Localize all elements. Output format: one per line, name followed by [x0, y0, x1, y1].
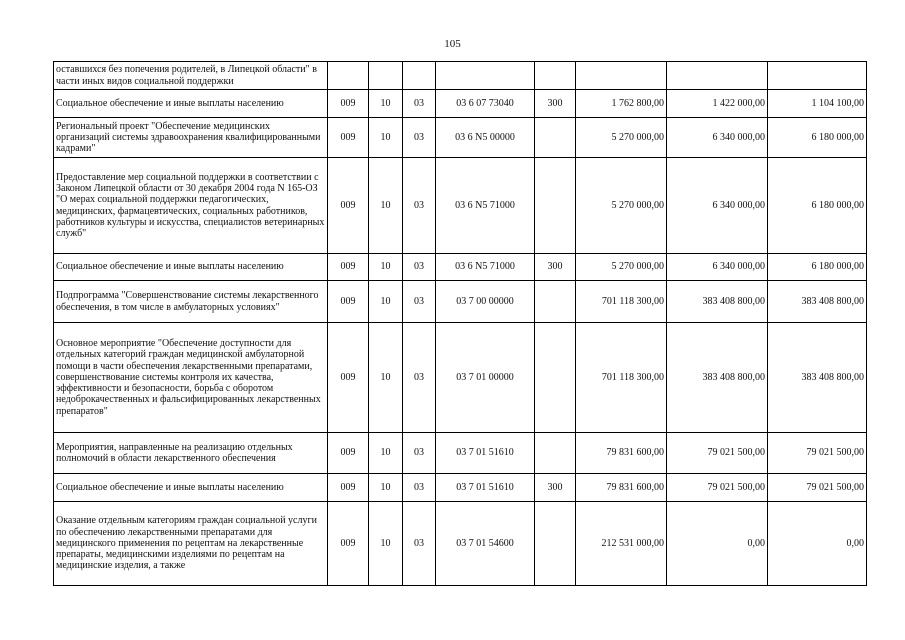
amount-year-1: 1 762 800,00 [576, 90, 667, 118]
table-row [54, 118, 867, 158]
ministry-code: 009 [328, 254, 369, 281]
expense-type-code [535, 118, 576, 158]
row-name: Социальное обеспечение и иные выплаты населению [54, 474, 328, 502]
subsection-code: 03 [403, 474, 436, 502]
expense-type-code: 300 [535, 474, 576, 502]
amount-year-1: 79 831 600,00 [576, 433, 667, 474]
page-number: 105 [444, 38, 461, 50]
amount-year-1: 79 831 600,00 [576, 474, 667, 502]
subsection-code: 03 [403, 90, 436, 118]
amount-year-2: 383 408 800,00 [667, 323, 768, 433]
amount-year-3: 383 408 800,00 [768, 281, 867, 323]
expense-type-code [535, 62, 576, 90]
subsection-code: 03 [403, 323, 436, 433]
target-article-code: 03 7 00 00000 [436, 281, 535, 323]
subsection-code: 03 [403, 254, 436, 281]
table-row [54, 433, 867, 474]
amount-year-3: 1 104 100,00 [768, 90, 867, 118]
row-name: Основное мероприятие "Обеспечение доступности для отдельных категорий граждан медицинской амбулаторной помощи в части обеспечения лекарственными препаратами, совершенствование системы контроля их качества, эффективности и безопасности, борьба с оборотом недоброкачественных и фальсифицированных лекарственных препаратов" [54, 323, 328, 433]
amount-year-2 [667, 62, 768, 90]
section-code: 10 [369, 118, 403, 158]
amount-year-3: 6 180 000,00 [768, 118, 867, 158]
target-article-code: 03 6 N5 71000 [436, 254, 535, 281]
row-name: Предоставление мер социальной поддержки в соответствии с Законом Липецкой области от 30 декабря 2004 года N 165-ОЗ "О мерах социальной поддержки педагогических, медицинских, фармацевтических, социальных работников, работников культуры и искусства, специалистов ветеринарных служб" [54, 158, 328, 254]
amount-year-2: 6 340 000,00 [667, 254, 768, 281]
amount-year-1: 5 270 000,00 [576, 254, 667, 281]
ministry-code: 009 [328, 323, 369, 433]
subsection-code: 03 [403, 433, 436, 474]
amount-year-3: 0,00 [768, 502, 867, 586]
amount-year-3: 6 180 000,00 [768, 254, 867, 281]
ministry-code: 009 [328, 502, 369, 586]
budget-table-body [54, 62, 867, 586]
section-code: 10 [369, 281, 403, 323]
table-row [54, 474, 867, 502]
amount-year-2: 6 340 000,00 [667, 118, 768, 158]
amount-year-2: 1 422 000,00 [667, 90, 768, 118]
ministry-code [328, 62, 369, 90]
ministry-code: 009 [328, 90, 369, 118]
target-article-code: 03 7 01 51610 [436, 433, 535, 474]
expense-type-code [535, 281, 576, 323]
expense-type-code: 300 [535, 254, 576, 281]
row-name: Мероприятия, направленные на реализацию отдельных полномочий в области лекарственного обеспечения [54, 433, 328, 474]
section-code: 10 [369, 502, 403, 586]
table-row [54, 158, 867, 254]
amount-year-3: 79 021 500,00 [768, 474, 867, 502]
amount-year-2: 383 408 800,00 [667, 281, 768, 323]
amount-year-3 [768, 62, 867, 90]
table-row [54, 62, 867, 90]
amount-year-3: 383 408 800,00 [768, 323, 867, 433]
expense-type-code: 300 [535, 90, 576, 118]
expense-type-code [535, 158, 576, 254]
table-row [54, 281, 867, 323]
target-article-code [436, 62, 535, 90]
row-name: Оказание отдельным категориям граждан социальной услуги по обеспечению лекарственными препаратами для медицинского применения по рецептам на лекарственные препараты, медицинскими изделиями по рецептам на медицинские изделия, а также [54, 502, 328, 586]
ministry-code: 009 [328, 474, 369, 502]
amount-year-1: 5 270 000,00 [576, 158, 667, 254]
budget-table [53, 61, 867, 586]
amount-year-3: 6 180 000,00 [768, 158, 867, 254]
section-code: 10 [369, 433, 403, 474]
amount-year-1: 701 118 300,00 [576, 281, 667, 323]
expense-type-code [535, 502, 576, 586]
amount-year-2: 79 021 500,00 [667, 433, 768, 474]
target-article-code: 03 6 N5 00000 [436, 118, 535, 158]
amount-year-1: 701 118 300,00 [576, 323, 667, 433]
table-row [54, 323, 867, 433]
section-code [369, 62, 403, 90]
table-row [54, 90, 867, 118]
amount-year-3: 79 021 500,00 [768, 433, 867, 474]
table-row [54, 254, 867, 281]
expense-type-code [535, 433, 576, 474]
amount-year-1: 5 270 000,00 [576, 118, 667, 158]
ministry-code: 009 [328, 281, 369, 323]
ministry-code: 009 [328, 118, 369, 158]
section-code: 10 [369, 474, 403, 502]
target-article-code: 03 6 07 73040 [436, 90, 535, 118]
subsection-code: 03 [403, 118, 436, 158]
target-article-code: 03 7 01 51610 [436, 474, 535, 502]
target-article-code: 03 7 01 00000 [436, 323, 535, 433]
row-name: Социальное обеспечение и иные выплаты населению [54, 90, 328, 118]
row-name: Социальное обеспечение и иные выплаты населению [54, 254, 328, 281]
amount-year-1 [576, 62, 667, 90]
section-code: 10 [369, 158, 403, 254]
table-row [54, 502, 867, 586]
amount-year-2: 79 021 500,00 [667, 474, 768, 502]
section-code: 10 [369, 323, 403, 433]
amount-year-2: 0,00 [667, 502, 768, 586]
subsection-code: 03 [403, 502, 436, 586]
row-name: Подпрограмма "Совершенствование системы лекарственного обеспечения, в том числе в амбулаторных условиях" [54, 281, 328, 323]
target-article-code: 03 7 01 54600 [436, 502, 535, 586]
subsection-code [403, 62, 436, 90]
ministry-code: 009 [328, 158, 369, 254]
subsection-code: 03 [403, 281, 436, 323]
amount-year-2: 6 340 000,00 [667, 158, 768, 254]
amount-year-1: 212 531 000,00 [576, 502, 667, 586]
section-code: 10 [369, 90, 403, 118]
row-name: Региональный проект "Обеспечение медицинских организаций системы здравоохранения квалифицированными кадрами" [54, 118, 328, 158]
expense-type-code [535, 323, 576, 433]
section-code: 10 [369, 254, 403, 281]
ministry-code: 009 [328, 433, 369, 474]
target-article-code: 03 6 N5 71000 [436, 158, 535, 254]
row-name: оставшихся без попечения родителей, в Липецкой области" в части иных видов социальной поддержки [54, 62, 328, 90]
subsection-code: 03 [403, 158, 436, 254]
